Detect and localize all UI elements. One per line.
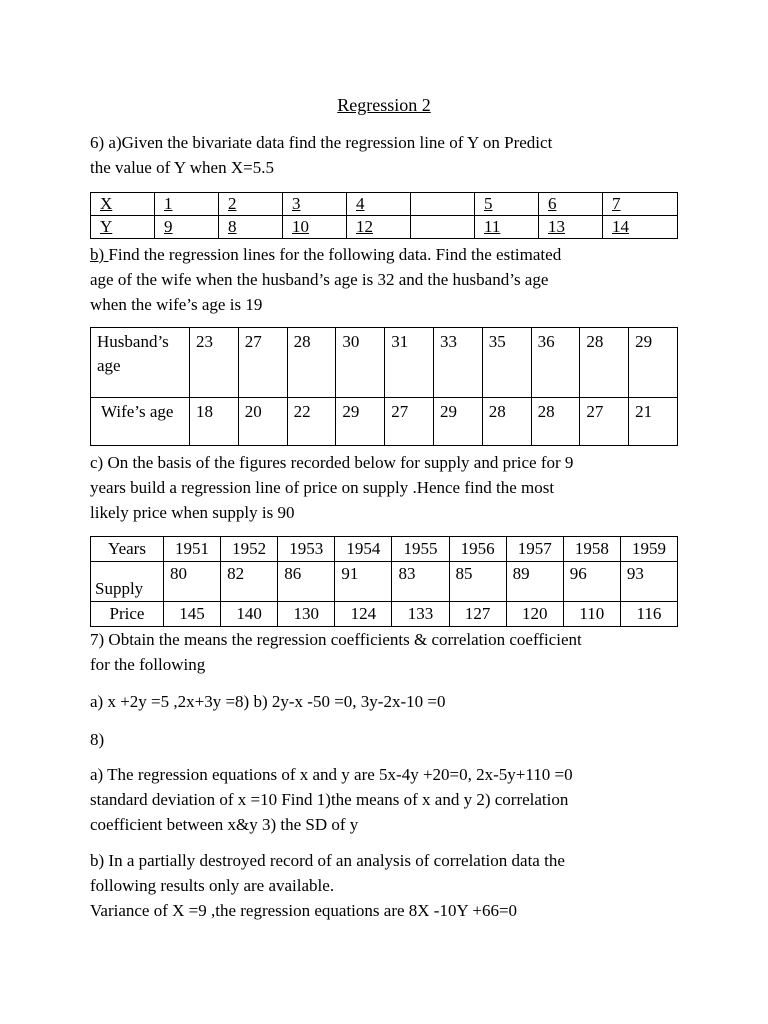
age-data-table — [90, 327, 678, 446]
table-cell: 29 — [629, 328, 678, 398]
table-cell: 18 — [190, 398, 239, 446]
table-cell: 93 — [620, 562, 677, 602]
table-cell: 21 — [629, 398, 678, 446]
text-line: following results only are available. — [90, 876, 335, 895]
text-line — [90, 242, 690, 267]
table-cell: 133 — [392, 602, 449, 627]
table-cell: Supply — [91, 562, 164, 602]
table-cell: Price — [91, 602, 164, 627]
table-cell: 28 — [531, 398, 580, 446]
table-cell: 86 — [278, 562, 335, 602]
table-cell: 12 — [347, 216, 411, 239]
table-cell — [411, 193, 475, 216]
table-cell: 1953 — [278, 537, 335, 562]
table-cell: 5 — [475, 193, 539, 216]
text-line: 7) Obtain the means the regression coefficients & correlation coefficient — [90, 630, 582, 649]
table-cell: 1956 — [449, 537, 506, 562]
text-line: years build a regression line of price on supply .Hence find the most — [90, 478, 555, 497]
table-cell: 29 — [433, 398, 482, 446]
table-cell: 1955 — [392, 537, 449, 562]
table-cell: Years — [91, 537, 164, 562]
table-cell: 22 — [287, 398, 336, 446]
table-cell: 80 — [164, 562, 221, 602]
question-6b — [90, 242, 690, 317]
table-cell: 1954 — [335, 537, 392, 562]
table-cell: 124 — [335, 602, 392, 627]
question-8a — [90, 762, 690, 837]
page-title: Regression 2 — [337, 95, 431, 115]
table-cell: 31 — [385, 328, 434, 398]
table-cell: 1951 — [164, 537, 221, 562]
table-cell: 1959 — [620, 537, 677, 562]
table-row — [91, 602, 678, 627]
table-cell: 28 — [287, 328, 336, 398]
table-cell: 27 — [385, 398, 434, 446]
table-cell: 120 — [506, 602, 563, 627]
table-row — [91, 398, 678, 446]
table-cell: 33 — [433, 328, 482, 398]
table-cell: 82 — [221, 562, 278, 602]
table-cell: 1957 — [506, 537, 563, 562]
table-cell: 27 — [580, 398, 629, 446]
table-cell: 91 — [335, 562, 392, 602]
text-line: 6) a)Given the bivariate data find the regression line of Y on Predict — [90, 133, 553, 152]
text-line: likely price when supply is 90 — [90, 503, 295, 522]
question-6c — [90, 450, 690, 525]
table-cell: 13 — [539, 216, 603, 239]
table-cell: 116 — [620, 602, 677, 627]
table-cell: 8 — [219, 216, 283, 239]
table-row — [91, 328, 678, 398]
text-line: b) In a partially destroyed record of an analysis of correlation data the — [90, 851, 565, 870]
table-cell: 83 — [392, 562, 449, 602]
question-8-label: 8) — [90, 730, 105, 749]
text-line: the value of Y when X=5.5 — [90, 158, 274, 177]
table-cell: 6 — [539, 193, 603, 216]
supply-price-table — [90, 536, 678, 627]
table-row — [91, 537, 678, 562]
text-line: c) On the basis of the figures recorded below for supply and price for 9 — [90, 453, 574, 472]
table-cell: 3 — [283, 193, 347, 216]
text-span: Find the regression lines for the following data. Find the estimated — [108, 245, 562, 264]
text-line: Variance of X =9 ,the regression equations are 8X -10Y +66=0 — [90, 901, 518, 920]
question-7 — [90, 627, 690, 677]
table-cell: Y — [91, 216, 155, 239]
table-cell: 9 — [155, 216, 219, 239]
table-cell: Husband’s age — [91, 328, 190, 398]
table-row — [91, 216, 678, 239]
table-cell: 85 — [449, 562, 506, 602]
text-line: age of the wife when the husband’s age is 32 and the husband’s age — [90, 270, 549, 289]
table-cell: 23 — [190, 328, 239, 398]
table-row — [91, 193, 678, 216]
table-cell: 1952 — [221, 537, 278, 562]
part-label: b) — [90, 245, 109, 264]
table-cell: 1958 — [563, 537, 620, 562]
table-cell: 35 — [482, 328, 531, 398]
text-line: standard deviation of x =10 Find 1)the means of x and y 2) correlation — [90, 790, 569, 809]
table-cell: 20 — [238, 398, 287, 446]
table-cell: 140 — [221, 602, 278, 627]
table-cell: 36 — [531, 328, 580, 398]
xy-data-table — [90, 192, 678, 239]
table-cell: 4 — [347, 193, 411, 216]
table-cell: 89 — [506, 562, 563, 602]
table-cell: 10 — [283, 216, 347, 239]
table-cell: 30 — [336, 328, 385, 398]
table-cell: 29 — [336, 398, 385, 446]
table-cell: 96 — [563, 562, 620, 602]
text-line: coefficient between x&y 3) the SD of y — [90, 815, 359, 834]
table-cell: 28 — [580, 328, 629, 398]
table-row — [91, 562, 678, 602]
question-8b — [90, 848, 690, 923]
table-cell — [411, 216, 475, 239]
table-cell: X — [91, 193, 155, 216]
text-line: for the following — [90, 655, 206, 674]
text-line: when the wife’s age is 19 — [90, 295, 263, 314]
question-7-parts: a) x +2y =5 ,2x+3y =8) b) 2y-x -50 =0, 3y-2x-10 =0 — [90, 692, 446, 711]
table-cell: 7 — [603, 193, 678, 216]
table-cell: 127 — [449, 602, 506, 627]
table-cell: 2 — [219, 193, 283, 216]
table-cell: 11 — [475, 216, 539, 239]
table-cell: 1 — [155, 193, 219, 216]
text-line: a) The regression equations of x and y are 5x-4y +20=0, 2x-5y+110 =0 — [90, 765, 573, 784]
table-cell: 145 — [164, 602, 221, 627]
table-cell: Wife’s age — [91, 398, 190, 446]
table-cell: 27 — [238, 328, 287, 398]
table-cell: 130 — [278, 602, 335, 627]
table-cell: 14 — [603, 216, 678, 239]
question-6a — [90, 130, 690, 180]
table-cell: 28 — [482, 398, 531, 446]
table-cell: 110 — [563, 602, 620, 627]
